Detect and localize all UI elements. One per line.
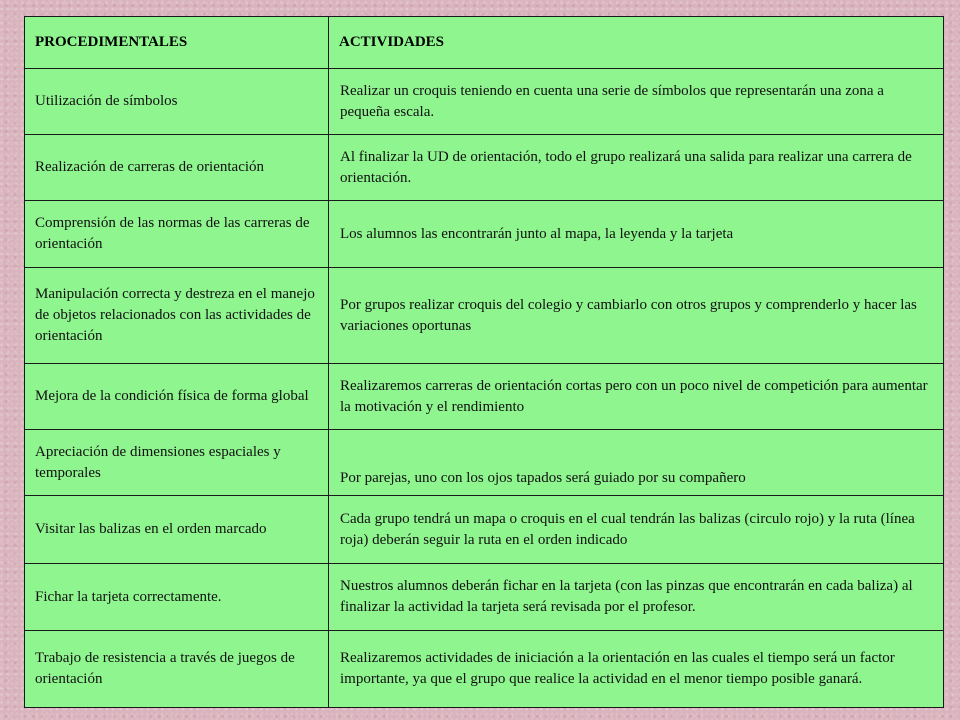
procedimental-cell: Mejora de la condición física de forma global: [25, 364, 329, 430]
procedimental-cell: Trabajo de resistencia a través de juegos de orientación: [25, 631, 329, 708]
table-row: [25, 564, 944, 631]
table-header-row: [25, 17, 944, 69]
table-row: [25, 496, 944, 564]
table-row: [25, 430, 944, 496]
procedimental-cell: Visitar las balizas en el orden marcado: [25, 496, 329, 564]
procedimental-cell: Comprensión de las normas de las carreras de orientación: [25, 201, 329, 268]
actividad-cell: Por parejas, uno con los ojos tapados será guiado por su compañero: [329, 430, 944, 496]
actividad-cell: Por grupos realizar croquis del colegio y cambiarlo con otros grupos y comprenderlo y hacer las variaciones oportunas: [329, 268, 944, 364]
header-actividades: ACTIVIDADES: [329, 17, 944, 69]
actividad-cell: Realizaremos carreras de orientación cortas pero con un poco nivel de competición para aumentar la motivación y el rendimiento: [329, 364, 944, 430]
actividad-cell: Realizaremos actividades de iniciación a la orientación en las cuales el tiempo será un factor importante, ya que el grupo que realice la actividad en el menor tiempo posible ganará.: [329, 631, 944, 708]
actividad-cell: Nuestros alumnos deberán fichar en la tarjeta (con las pinzas que encontrarán en cada baliza) al finalizar la actividad la tarjeta será revisada por el profesor.: [329, 564, 944, 631]
procedimental-cell: Utilización de símbolos: [25, 69, 329, 135]
actividad-cell: Cada grupo tendrá un mapa o croquis en el cual tendrán las balizas (circulo rojo) y la ruta (línea roja) deberán seguir la ruta en el orden indicado: [329, 496, 944, 564]
header-procedimentales: PROCEDIMENTALES: [25, 17, 329, 69]
table-row: [25, 364, 944, 430]
procedimental-cell: Realización de carreras de orientación: [25, 135, 329, 201]
table-row: [25, 135, 944, 201]
actividad-cell: Al finalizar la UD de orientación, todo el grupo realizará una salida para realizar una carrera de orientación.: [329, 135, 944, 201]
table-row: [25, 268, 944, 364]
table-row: [25, 201, 944, 268]
table-row: [25, 69, 944, 135]
procedures-activities-table: [24, 16, 944, 708]
procedimental-cell: Manipulación correcta y destreza en el manejo de objetos relacionados con las actividades de orientación: [25, 268, 329, 364]
procedimental-cell: Apreciación de dimensiones espaciales y temporales: [25, 430, 329, 496]
actividad-cell: Realizar un croquis teniendo en cuenta una serie de símbolos que representarán una zona a pequeña escala.: [329, 69, 944, 135]
table-row: [25, 631, 944, 708]
actividad-cell: Los alumnos las encontrarán junto al mapa, la leyenda y la tarjeta: [329, 201, 944, 268]
procedimental-cell: Fichar la tarjeta correctamente.: [25, 564, 329, 631]
